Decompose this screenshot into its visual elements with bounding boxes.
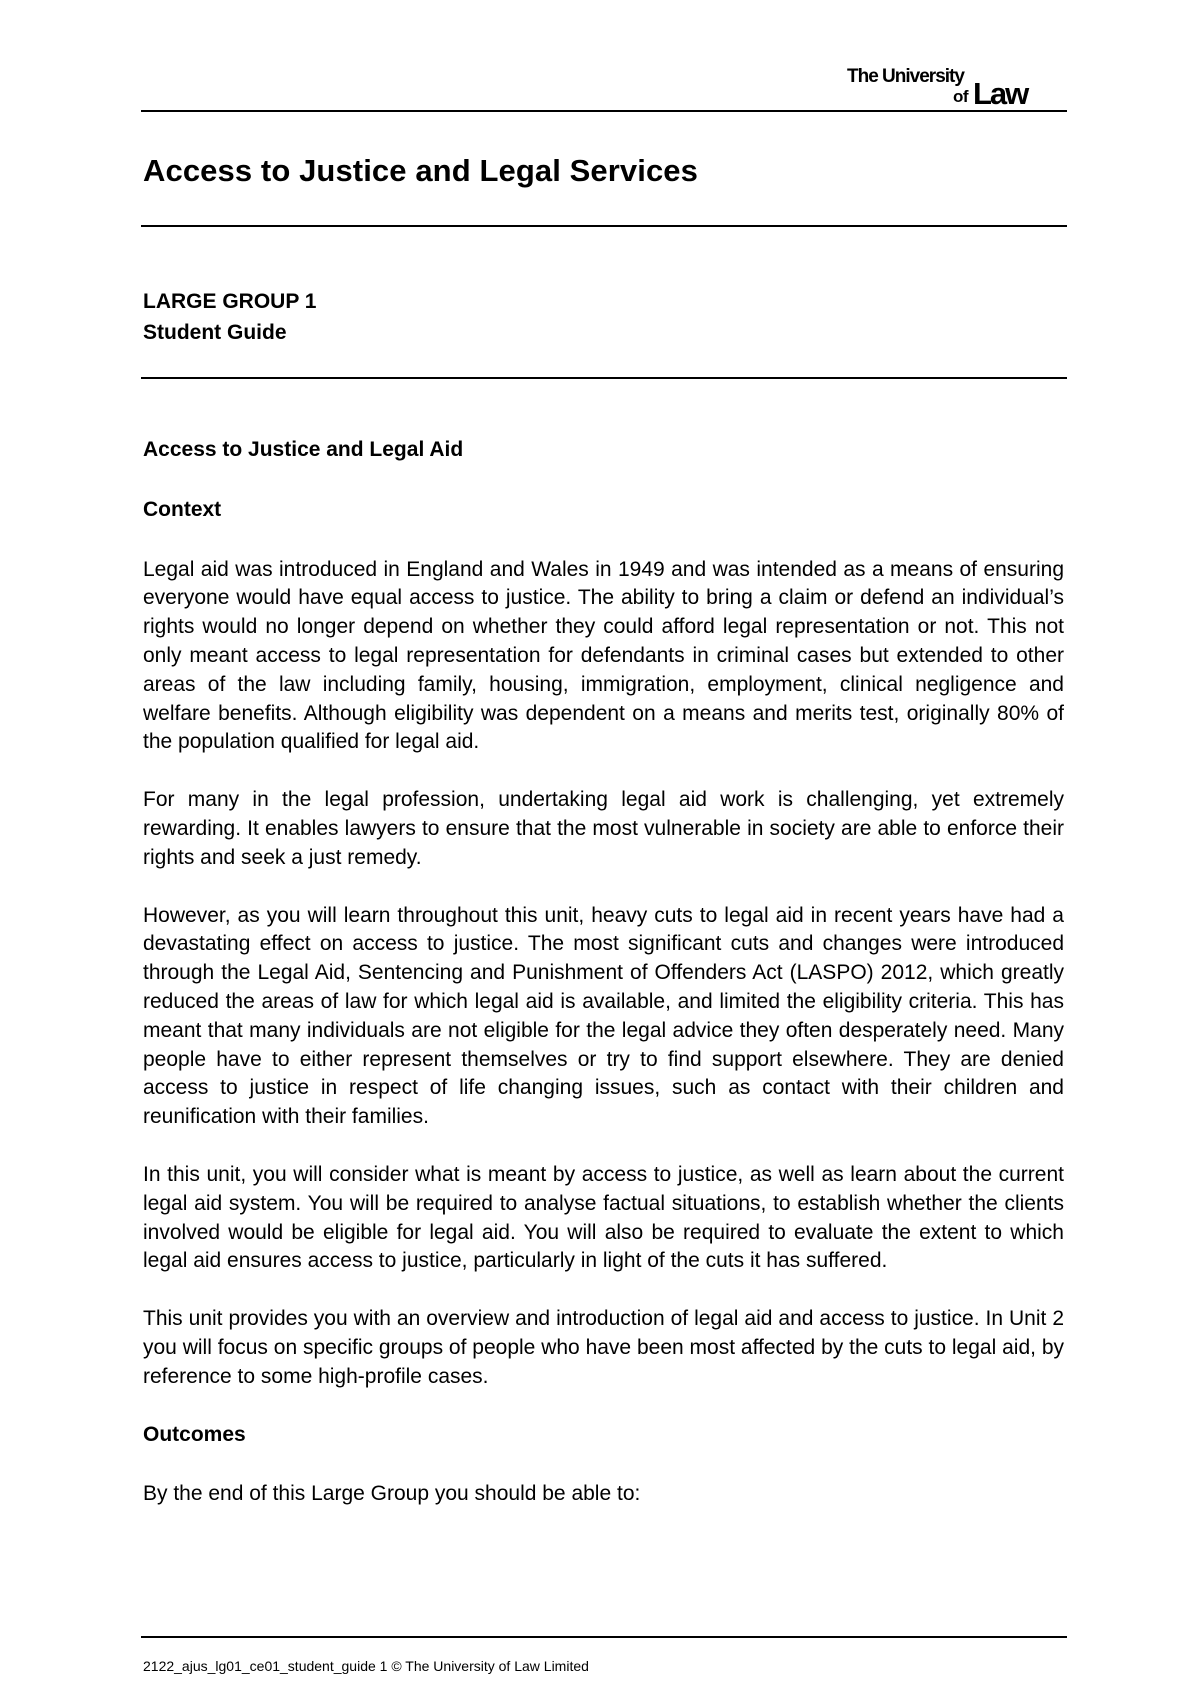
section-heading-outcomes: Outcomes	[143, 1422, 246, 1446]
group-label: LARGE GROUP 1	[143, 290, 317, 313]
group-label-block	[143, 286, 316, 348]
body-paragraph: Legal aid was introduced in England and Wales in 1949 and was intended as a means of ensuring everyone would have equal access to justice. The ability to bring a claim or defend an individual’s rights would no longer depend on whether they could afford legal representation or not. This not only meant access to legal representation for defendants in criminal cases but extended to other areas of the law including family, housing, immigration, employment, clinical negligence and welfare benefits. Although eligibility was dependent on a means and merits test, originally 80% of the population qualified for legal aid.	[143, 557, 1064, 754]
logo-line1-text: The University	[847, 66, 964, 87]
document-title: Access to Justice and Legal Services	[143, 153, 698, 188]
section-heading-access-legal-aid: Access to Justice and Legal Aid	[143, 438, 464, 461]
body-paragraph: This unit provides you with an overview and introduction of legal aid and access to justice. In Unit 2 you will focus on specific groups of people who have been most affected by the cuts to legal aid, by reference to some high-profile cases.	[143, 1307, 1064, 1388]
body-paragraph: However, as you will learn throughout this unit, heavy cuts to legal aid in recent years have had a devastating effect on access to justice. The most significant cuts and changes were introduced through the Legal Aid, Sentencing and Punishment of Offenders Act (LASPO) 2012, which greatly reduced the areas of law for which legal aid is available, and limited the eligibility criteria. This has meant that many individuals are not eligible for the legal advice they often desperately need. Many people have to either represent themselves or try to find support elsewhere. They are denied access to justice in respect of life changing issues, such as contact with their children and reunification with their families.	[143, 903, 1064, 1129]
outcomes-intro: By the end of this Large Group you should be able to:	[143, 1482, 641, 1506]
logo-of-text: of	[953, 87, 969, 106]
section-heading-context: Context	[143, 497, 222, 521]
footer-rule	[141, 1636, 1067, 1638]
page-footer: 2122_ajus_lg01_ce01_student_guide 1 © The University of Law Limited	[143, 1658, 589, 1674]
title-rule	[141, 225, 1067, 227]
section-rule	[141, 377, 1067, 379]
header-rule	[141, 110, 1067, 112]
group-subtitle: Student Guide	[143, 321, 287, 344]
body-paragraph: In this unit, you will consider what is meant by access to justice, as well as learn about the current legal aid system. You will be required to analyse factual situations, to establish whether the clients involved would be eligible for legal aid. You will also be required to evaluate the extent to which legal aid ensures access to justice, particularly in light of the cuts it has suffered.	[143, 1162, 1064, 1273]
logo-law-text: Law	[973, 76, 1028, 108]
university-of-law-logo	[847, 66, 1067, 108]
body-paragraph: For many in the legal profession, undertaking legal aid work is challenging, yet extremely rewarding. It enables lawyers to ensure that the most vulnerable in society are able to enforce their rights and seek a just remedy.	[143, 788, 1064, 869]
document-body	[143, 436, 1064, 1538]
